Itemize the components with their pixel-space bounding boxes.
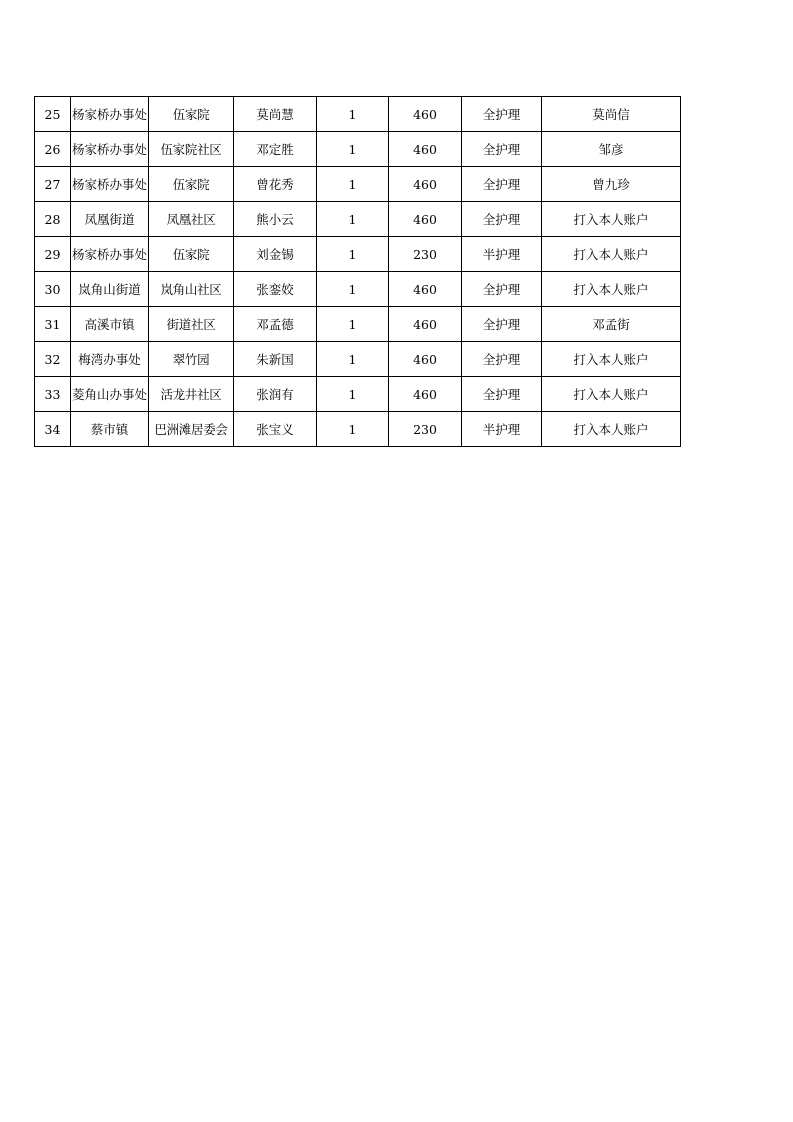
table-row <box>35 132 681 167</box>
cell-community: 翠竹园 <box>149 342 234 377</box>
cell-count: 1 <box>317 97 389 132</box>
cell-community: 伍家院 <box>149 167 234 202</box>
cell-street-office: 蔡市镇 <box>71 412 149 447</box>
cell-count: 1 <box>317 202 389 237</box>
cell-count: 1 <box>317 132 389 167</box>
cell-community: 活龙井社区 <box>149 377 234 412</box>
cell-care-level: 全护理 <box>462 272 542 307</box>
cell-row-number: 25 <box>35 97 71 132</box>
cell-care-level: 半护理 <box>462 237 542 272</box>
cell-street-office: 杨家桥办事处 <box>71 167 149 202</box>
table-row <box>35 272 681 307</box>
cell-person-name: 熊小云 <box>234 202 317 237</box>
cell-recipient: 打入本人账户 <box>542 237 681 272</box>
cell-person-name: 朱新国 <box>234 342 317 377</box>
cell-recipient: 打入本人账户 <box>542 202 681 237</box>
cell-street-office: 凤凰街道 <box>71 202 149 237</box>
cell-count: 1 <box>317 272 389 307</box>
table-row <box>35 237 681 272</box>
cell-recipient: 邓孟街 <box>542 307 681 342</box>
cell-person-name: 张润有 <box>234 377 317 412</box>
cell-street-office: 高溪市镇 <box>71 307 149 342</box>
cell-row-number: 29 <box>35 237 71 272</box>
cell-care-level: 半护理 <box>462 412 542 447</box>
cell-community: 伍家院社区 <box>149 132 234 167</box>
cell-recipient: 曾九珍 <box>542 167 681 202</box>
cell-person-name: 莫尚慧 <box>234 97 317 132</box>
cell-count: 1 <box>317 377 389 412</box>
cell-count: 1 <box>317 237 389 272</box>
cell-count: 1 <box>317 307 389 342</box>
cell-care-level: 全护理 <box>462 167 542 202</box>
cell-row-number: 32 <box>35 342 71 377</box>
cell-street-office: 梅湾办事处 <box>71 342 149 377</box>
table-row <box>35 412 681 447</box>
cell-community: 巴洲滩居委会 <box>149 412 234 447</box>
cell-row-number: 27 <box>35 167 71 202</box>
table-row <box>35 307 681 342</box>
cell-care-level: 全护理 <box>462 307 542 342</box>
cell-amount: 230 <box>389 412 462 447</box>
cell-care-level: 全护理 <box>462 132 542 167</box>
cell-row-number: 31 <box>35 307 71 342</box>
table-row <box>35 202 681 237</box>
table-row <box>35 342 681 377</box>
cell-street-office: 杨家桥办事处 <box>71 132 149 167</box>
cell-person-name: 张銮姣 <box>234 272 317 307</box>
cell-community: 伍家院 <box>149 237 234 272</box>
cell-row-number: 34 <box>35 412 71 447</box>
table-row <box>35 97 681 132</box>
table-row <box>35 167 681 202</box>
cell-care-level: 全护理 <box>462 377 542 412</box>
cell-recipient: 邹彦 <box>542 132 681 167</box>
table-body <box>35 97 681 447</box>
cell-care-level: 全护理 <box>462 342 542 377</box>
cell-count: 1 <box>317 342 389 377</box>
cell-person-name: 刘金锡 <box>234 237 317 272</box>
cell-person-name: 邓孟德 <box>234 307 317 342</box>
cell-amount: 460 <box>389 377 462 412</box>
cell-amount: 230 <box>389 237 462 272</box>
cell-community: 岚角山社区 <box>149 272 234 307</box>
cell-row-number: 28 <box>35 202 71 237</box>
cell-row-number: 26 <box>35 132 71 167</box>
cell-community: 凤凰社区 <box>149 202 234 237</box>
cell-person-name: 邓定胜 <box>234 132 317 167</box>
cell-amount: 460 <box>389 167 462 202</box>
cell-person-name: 曾花秀 <box>234 167 317 202</box>
cell-street-office: 杨家桥办事处 <box>71 97 149 132</box>
cell-care-level: 全护理 <box>462 97 542 132</box>
cell-recipient: 打入本人账户 <box>542 377 681 412</box>
data-table <box>34 96 681 447</box>
cell-care-level: 全护理 <box>462 202 542 237</box>
cell-recipient: 打入本人账户 <box>542 412 681 447</box>
cell-amount: 460 <box>389 342 462 377</box>
table-row <box>35 377 681 412</box>
cell-recipient: 打入本人账户 <box>542 342 681 377</box>
cell-count: 1 <box>317 412 389 447</box>
cell-community: 街道社区 <box>149 307 234 342</box>
cell-recipient: 莫尚信 <box>542 97 681 132</box>
cell-recipient: 打入本人账户 <box>542 272 681 307</box>
cell-row-number: 33 <box>35 377 71 412</box>
cell-row-number: 30 <box>35 272 71 307</box>
cell-amount: 460 <box>389 132 462 167</box>
cell-amount: 460 <box>389 307 462 342</box>
cell-street-office: 岚角山街道 <box>71 272 149 307</box>
cell-person-name: 张宝义 <box>234 412 317 447</box>
cell-amount: 460 <box>389 202 462 237</box>
cell-street-office: 杨家桥办事处 <box>71 237 149 272</box>
cell-count: 1 <box>317 167 389 202</box>
cell-amount: 460 <box>389 272 462 307</box>
cell-community: 伍家院 <box>149 97 234 132</box>
cell-street-office: 菱角山办事处 <box>71 377 149 412</box>
cell-amount: 460 <box>389 97 462 132</box>
